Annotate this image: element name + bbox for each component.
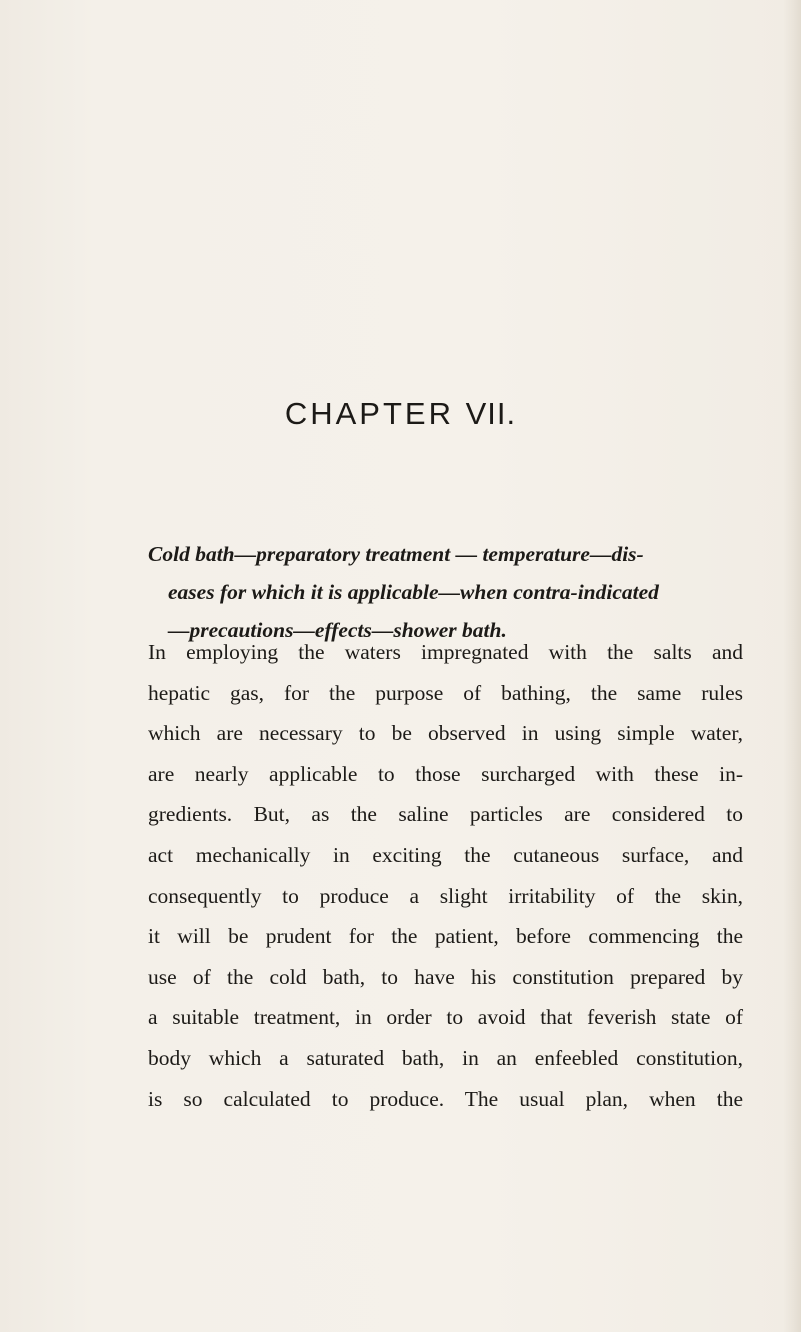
summary-line: eases for which it is applicable—when contra-indicated xyxy=(168,580,659,604)
body-line: gredients. But, as the saline particles are considered to xyxy=(148,802,743,827)
body-line: use of the cold bath, to have his constitution prepared by xyxy=(148,964,743,989)
body-paragraph xyxy=(148,632,743,1119)
body-line: is so calculated to produce. The usual plan, when the xyxy=(148,1086,743,1111)
body-line: a suitable treatment, in order to avoid that feverish state of xyxy=(148,1005,743,1030)
body-line: consequently to produce a slight irritability of the skin, xyxy=(148,883,743,908)
chapter-heading xyxy=(0,396,801,432)
chapter-number: VII. xyxy=(465,396,517,431)
page-edge-shadow xyxy=(783,0,801,1332)
body-line: act mechanically in exciting the cutaneous surface, and xyxy=(148,842,743,867)
body-line: which are necessary to be observed in using simple water, xyxy=(148,721,743,746)
body-line: it will be prudent for the patient, before commencing the xyxy=(148,924,743,949)
body-line: In employing the waters impregnated with the salts and xyxy=(148,640,743,664)
body-line: body which a saturated bath, in an enfeebled constitution, xyxy=(148,1045,743,1070)
summary-line: Cold bath—preparatory treatment — temperature—dis- xyxy=(148,542,644,566)
body-line: are nearly applicable to those surcharged with these in- xyxy=(148,761,743,786)
body-line: hepatic gas, for the purpose of bathing, the same rules xyxy=(148,680,743,705)
summary-line: —precautions—effects—shower bath. xyxy=(168,618,507,642)
chapter-label: CHAPTER xyxy=(284,396,454,431)
